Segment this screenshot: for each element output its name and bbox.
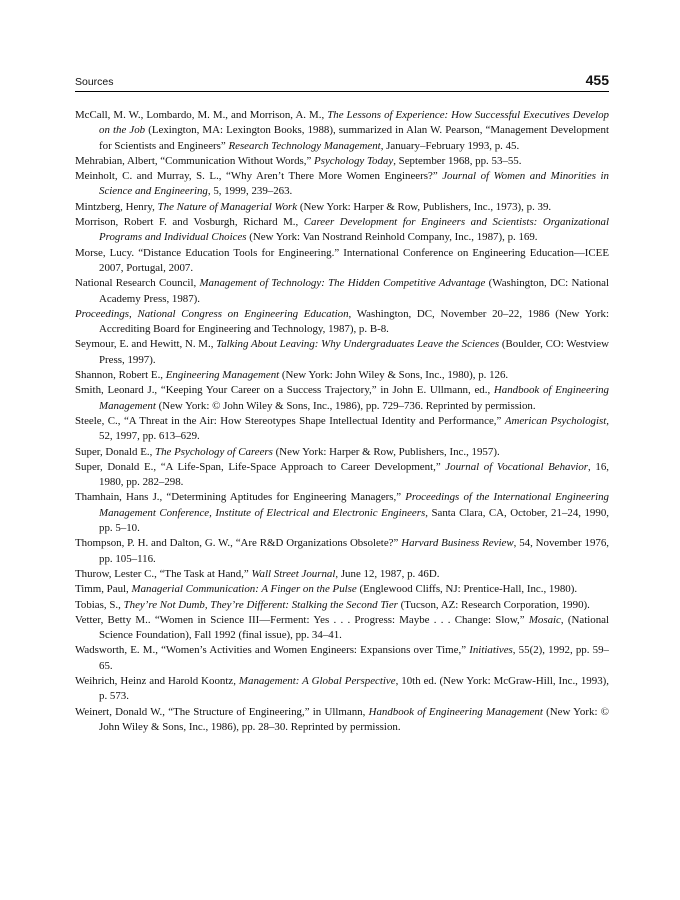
reference-italic-text: The Psychology of Careers xyxy=(155,445,273,458)
reference-italic-text: Proceedings, National Congress on Engineering Education xyxy=(75,307,349,320)
reference-entry xyxy=(75,582,609,597)
reference-entry xyxy=(75,705,609,736)
reference-text: , 52, 1997, pp. 613–629. xyxy=(99,414,609,443)
reference-italic-text: Harvard Business Review xyxy=(401,537,514,550)
reference-text: , Santa Clara, CA, October, 21–24, 1990, pp. 5–10. xyxy=(99,506,609,535)
reference-text: Meinholt, C. and Murray, S. L., “Why Aren’t There More Women Engineers?” xyxy=(75,170,443,183)
reference-entry xyxy=(75,368,609,383)
reference-entry xyxy=(75,246,609,277)
book-page xyxy=(75,70,609,735)
reference-text: Steele, C., “A Threat in the Air: How Stereotypes Shape Intellectual Identity and Performance,” xyxy=(75,414,505,427)
reference-entry xyxy=(75,490,609,536)
reference-text: Mehrabian, Albert, “Communication Without Words,” xyxy=(75,154,315,167)
reference-entry xyxy=(75,643,609,674)
reference-text: , (National Science Foundation), Fall 1992 (final issue), pp. 34–41. xyxy=(99,613,609,642)
reference-italic-text: Talking About Leaving: Why Undergraduates Leave the Sciences xyxy=(216,338,500,351)
reference-italic-text: Journal of Women and Minorities in Science and Engineering xyxy=(99,170,609,198)
reference-text: (New York: Harper & Row, Publishers, Inc., 1957). xyxy=(272,445,500,458)
reference-text: , 10th ed. (New York: McGraw-Hill, Inc., 1993), p. 573. xyxy=(99,674,609,703)
reference-italic-text: Handbook of Engineering Management xyxy=(99,384,609,412)
reference-entry xyxy=(75,337,609,368)
reference-italic-text: Management: A Global Perspective xyxy=(238,674,396,687)
reference-text: Thamhain, Hans J., “Determining Aptitudes for Engineering Managers,” xyxy=(75,491,406,504)
page-number: 455 xyxy=(585,72,609,88)
reference-text: (New York: John Wiley & Sons, Inc., 1980), p. 126. xyxy=(279,369,509,382)
reference-text: (New York: Harper & Row, Publishers, Inc., 1973), p. 39. xyxy=(297,200,552,213)
reference-text: Morrison, Robert F. and Vosburgh, Richard M., xyxy=(75,216,304,229)
reference-entry xyxy=(75,276,609,307)
reference-italic-text: Management of Technology: The Hidden Competitive Advantage xyxy=(199,277,486,290)
reference-entry xyxy=(75,169,609,200)
reference-text: (Washington, DC: National Academy Press, 1987). xyxy=(99,277,609,305)
reference-text: Weihrich, Heinz and Harold Koontz, xyxy=(75,674,239,687)
reference-entry xyxy=(75,108,609,154)
reference-text: (New York: Van Nostrand Reinhold Company, Inc., 1987), p. 169. xyxy=(246,231,538,244)
reference-italic-text: Career Development for Engineers and Scientists: Organizational Programs and Individual Choices xyxy=(99,216,609,244)
reference-text: , 54, November 1976, pp. 105–116. xyxy=(99,537,610,565)
reference-italic-text: Proceedings of the International Engineering Management Conference, Institute of Electrical and Electronic Engineers xyxy=(99,491,609,519)
reference-text: National Research Council, xyxy=(75,277,200,290)
reference-text: Wadsworth, E. M., “Women’s Activities and Women Engineers: Expansions over Time,” xyxy=(75,644,470,657)
reference-entry xyxy=(75,613,609,644)
reference-text: Weinert, Donald W., “The Structure of Engineering,” in Ullmann, xyxy=(75,705,369,718)
reference-text: , January–February 1993, p. 45. xyxy=(380,139,520,152)
reference-italic-text: Psychology Today xyxy=(314,154,394,167)
reference-italic-text: Mosaic xyxy=(528,613,561,626)
reference-italic-text: Journal of Vocational Behavior xyxy=(445,460,589,473)
reference-text: Super, Donald E., “A Life-Span, Life-Space Approach to Career Development,” xyxy=(75,460,446,473)
reference-text: Seymour, E. and Hewitt, N. M., xyxy=(75,338,217,351)
reference-list xyxy=(75,108,609,735)
reference-text: (Boulder, CO: Westview Press, 1997). xyxy=(99,338,609,366)
reference-text: (Lexington, MA: Lexington Books, 1988), summarized in Alan W. Pearson, “Management Development for Scientists and Engineers” xyxy=(99,124,609,152)
reference-entry xyxy=(75,674,609,705)
reference-entry xyxy=(75,567,609,582)
reference-text: Shannon, Robert E., xyxy=(75,369,166,382)
reference-text: Smith, Leonard J., “Keeping Your Career on a Success Trajectory,” in John E. Ullmann, ed., xyxy=(75,384,494,397)
reference-entry xyxy=(75,307,609,338)
running-head xyxy=(75,70,609,92)
reference-italic-text: Initiatives xyxy=(469,644,513,657)
reference-italic-text: They’re Not Dumb, They’re Different: Stalking the Second Tier xyxy=(123,598,398,611)
reference-text: Thompson, P. H. and Dalton, G. W., “Are R&D Organizations Obsolete?” xyxy=(75,537,402,550)
reference-text: , 55(2), 1992, pp. 59–65. xyxy=(99,644,609,672)
reference-italic-text: Engineering Management xyxy=(165,369,280,382)
reference-text: (New York: © John Wiley & Sons, Inc., 1986), pp. 729–736. Reprinted by permission. xyxy=(155,399,536,412)
reference-italic-text: American Psychologist xyxy=(504,414,607,427)
section-title: Sources xyxy=(75,76,114,88)
reference-text: McCall, M. W., Lombardo, M. M., and Morrison, A. M., xyxy=(75,109,328,121)
reference-italic-text: The Nature of Managerial Work xyxy=(157,200,298,213)
reference-text: (New York: © John Wiley & Sons, Inc., 1986), pp. 28–30. Reprinted by permission. xyxy=(99,705,609,733)
reference-text: Super, Donald E., xyxy=(75,445,156,458)
reference-text: , June 12, 1987, p. 46D. xyxy=(335,567,440,580)
reference-italic-text: Research Technology Management xyxy=(228,139,381,152)
reference-entry xyxy=(75,414,609,445)
reference-text: Tobias, S., xyxy=(75,598,124,611)
reference-entry xyxy=(75,598,609,613)
reference-text: , 16, 1980, pp. 282–298. xyxy=(99,460,609,489)
reference-entry xyxy=(75,200,609,215)
reference-text: Thurow, Lester C., “The Task at Hand,” xyxy=(75,567,252,580)
reference-entry xyxy=(75,154,609,169)
reference-entry xyxy=(75,536,609,567)
reference-entry xyxy=(75,215,609,246)
reference-entry xyxy=(75,460,609,491)
reference-italic-text: The Lessons of Experience: How Successful Executives Develop on the Job xyxy=(99,109,609,137)
reference-text: Mintzberg, Henry, xyxy=(75,200,158,213)
reference-entry xyxy=(75,445,609,460)
reference-text: Morse, Lucy. “Distance Education Tools for Engineering.” International Conference on Engineering Education—ICEE 2007, Portugal, 2007. xyxy=(75,246,609,274)
reference-text: Timm, Paul, xyxy=(75,583,132,596)
reference-text: , Washington, DC, November 20–22, 1986 (New York: Accrediting Board for Engineering and Technology, 1987), p. B-8. xyxy=(99,307,609,336)
reference-italic-text: Handbook of Engineering Management xyxy=(368,705,543,718)
reference-text: , 5, 1999, 239–263. xyxy=(207,185,293,198)
reference-text: Vetter, Betty M.. “Women in Science III—Ferment: Yes . . . Progress: Maybe . . . Change: Slow,” xyxy=(75,613,529,626)
reference-text: (Tucson, AZ: Research Corporation, 1990). xyxy=(397,598,590,611)
reference-text: (Englewood Cliffs, NJ: Prentice-Hall, Inc., 1980). xyxy=(356,583,578,596)
reference-italic-text: Wall Street Journal xyxy=(251,567,336,580)
reference-text: , September 1968, pp. 53–55. xyxy=(393,154,522,167)
reference-entry xyxy=(75,383,609,414)
reference-italic-text: Managerial Communication: A Finger on the Pulse xyxy=(131,583,357,596)
